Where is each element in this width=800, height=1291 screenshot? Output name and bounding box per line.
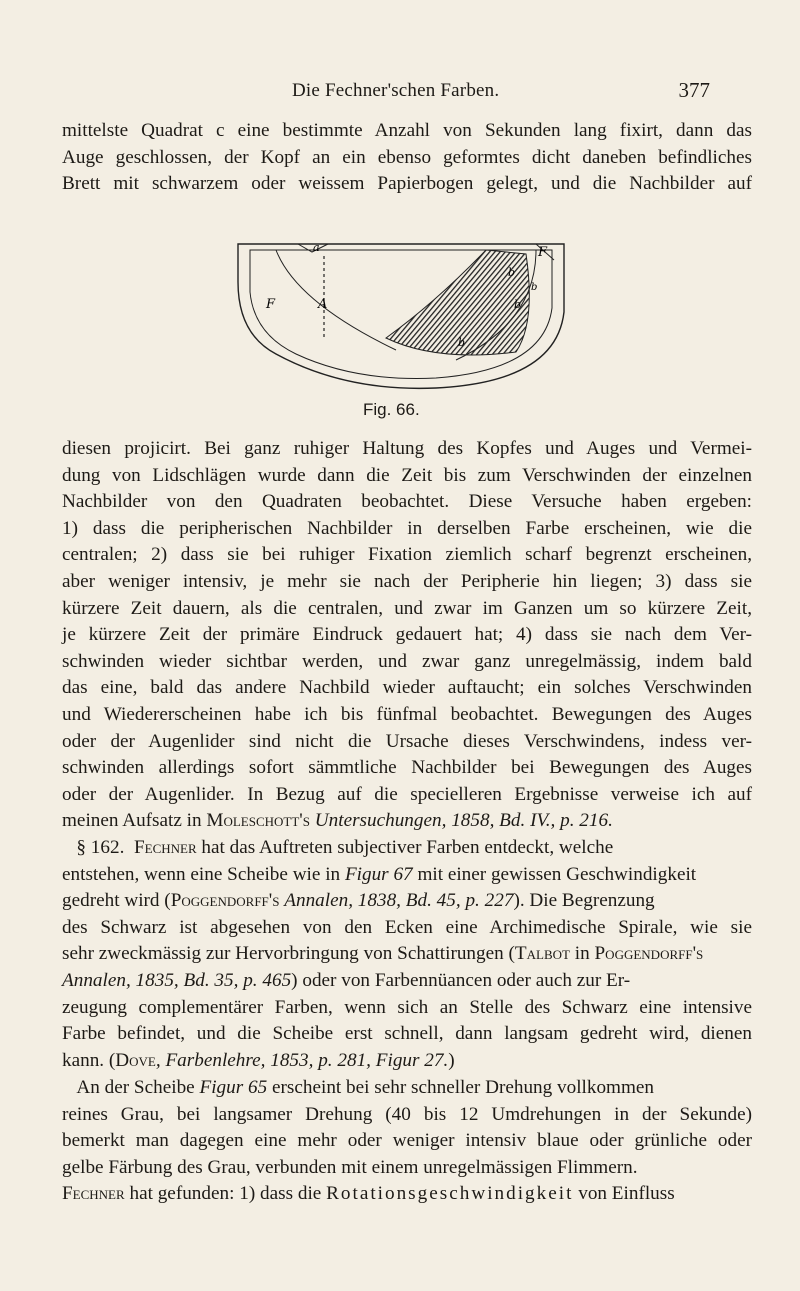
text-span: entstehen, wenn eine Scheibe wie in — [62, 863, 341, 885]
author-name: Poggendorff's — [170, 890, 280, 912]
text-line — [62, 888, 752, 915]
label-a: a — [313, 242, 320, 254]
figure-66 — [236, 242, 566, 392]
text-line: dung von Lidschlägen wurde dann die Zeit bis zum Verschwinden der einzelnen — [62, 464, 752, 486]
text-line: Farbe befindet, und die Scheibe erst schnell, dann langsam gedreht wird, dienen — [62, 1023, 752, 1045]
text-line: aber weniger intensiv, je mehr sie nach der Peripherie hin liegen; 3) dass sie — [62, 570, 752, 592]
label-b-2: b — [531, 282, 538, 293]
figure-caption: Fig. 66. — [363, 400, 420, 419]
author-name: Fechner — [62, 1183, 125, 1205]
figure-reference: Figur 67 — [344, 863, 413, 885]
section-number: § 162. — [76, 837, 125, 858]
text-span: ). Die Begrenzung — [513, 890, 655, 912]
reference: Untersuchungen, 1858, Bd. IV., p. 216. — [314, 810, 613, 832]
text-line: Brett mit schwarzem oder weissem Papierbogen gelegt, und die Nachbilder auf — [62, 173, 752, 195]
running-header — [0, 80, 800, 104]
author-name: Moleschott's — [206, 810, 310, 832]
text-line: 1) dass die peripherischen Nachbilder in derselben Farbe erscheinen, wie die — [62, 517, 752, 539]
text-line — [62, 1075, 752, 1102]
text-span: ) oder von Farbennüancen oder auch zur Er- — [291, 969, 631, 991]
figure-66-drawing — [236, 242, 566, 392]
author-name: Poggendorff's — [594, 943, 704, 965]
text-span: mit einer gewissen Geschwindigkeit — [417, 863, 697, 885]
author-name: Fechner — [133, 837, 197, 858]
text-line: Nachbilder von den Quadraten beobachtet. Diese Versuche haben ergeben: — [62, 491, 752, 513]
text-span: ) — [448, 1049, 455, 1071]
header-title: Die Fechner'schen Farben. — [292, 80, 500, 101]
text-span: hat das Auftreten subjectiver Farben entdeckt, welche — [201, 837, 614, 858]
emphasized-term: Rotationsgeschwindigkeit — [326, 1183, 574, 1205]
text-line: gelbe Färbung des Grau, verbunden mit einem unregelmässigen Flimmern. — [62, 1156, 638, 1178]
text-line: mittelste Quadrat c eine bestimmte Anzahl von Sekunden lang fixirt, dann das — [62, 120, 752, 141]
text-line: oder der Augenlider sind nicht die Ursache dieses Verschwindens, indess ver- — [62, 730, 752, 752]
text-span: von Einfluss — [573, 1183, 675, 1205]
text-line: Auge geschlossen, der Kopf an ein ebenso geformtes dicht daneben befindliches — [62, 146, 752, 168]
text-line: je kürzere Zeit der primäre Eindruck gedauert hat; 4) dass sie nach dem Ver- — [62, 624, 752, 646]
label-b-4: b — [458, 336, 466, 349]
paragraph-2 — [62, 436, 752, 835]
paragraph-4 — [62, 1075, 752, 1208]
reference: Annalen, 1835, Bd. 35, p. 465 — [62, 969, 292, 991]
text-line — [62, 941, 752, 968]
text-line — [62, 968, 752, 995]
text-line — [62, 1048, 752, 1075]
label-b-1: b — [508, 266, 516, 279]
text-line: und Wiedererscheinen habe ich bis fünfmal beobachtet. Bewegungen des Auges — [62, 703, 752, 725]
text-span: gedreht wird ( — [62, 890, 171, 912]
text-line — [62, 1181, 752, 1208]
text-span: erscheint bei sehr schneller Drehung vollkommen — [271, 1077, 655, 1098]
reference: Annalen, 1838, Bd. 45, p. 227 — [284, 890, 514, 912]
text-span: meinen Aufsatz in — [62, 810, 207, 832]
paragraph-1 — [62, 118, 752, 198]
text-line — [62, 835, 752, 862]
text-line: diesen projicirt. Bei ganz ruhiger Haltung des Kopfes und Auges und Vermei- — [62, 438, 752, 459]
text-line: schwinden wieder sichtbar werden, und zwar ganz unregelmässig, indem bald — [62, 650, 752, 672]
text-span: in — [569, 943, 595, 965]
author-name: Dove — [115, 1049, 156, 1071]
text-span: sehr zweckmässig zur Hervorbringung von Schattirungen ( — [62, 943, 515, 965]
text-line: zeugung complementärer Farben, wenn sich an Stelle des Schwarz eine intensive — [62, 996, 752, 1018]
label-A: A — [318, 297, 328, 312]
label-b-3: b — [514, 298, 522, 311]
text-line: das eine, bald das andere Nachbild wieder auftaucht; ein solches Verschwinden — [62, 677, 752, 699]
text-line: kürzere Zeit dauern, als die centralen, und zwar im Ganzen um so kürzere Zeit, — [62, 597, 752, 619]
text-line: schwinden allerdings sofort sämmtliche Nachbilder bei Bewegungen des Auges — [62, 757, 752, 779]
paragraph-3 — [62, 835, 752, 1074]
text-span: kann. ( — [62, 1049, 116, 1071]
figure-reference: Figur 65 — [199, 1077, 268, 1098]
text-line: reines Grau, bei langsamer Drehung (40 bis 12 Umdrehungen in der Sekunde) — [62, 1103, 752, 1125]
label-F-right: F — [538, 245, 548, 260]
text-line: oder der Augenlider. In Bezug auf die specielleren Ergebnisse verweise ich auf — [62, 783, 752, 805]
text-line: centralen; 2) dass sie bei ruhiger Fixation ziemlich scharf begrenzt erscheinen, — [62, 544, 752, 566]
text-span: hat gefunden: 1) dass die — [124, 1183, 327, 1205]
text-line — [62, 862, 752, 889]
text-span: An der Scheibe — [76, 1077, 195, 1098]
text-line — [62, 808, 752, 835]
author-name: Talbot — [514, 943, 570, 965]
text-line: des Schwarz ist abgesehen von den Ecken eine Archimedische Spirale, wie sie — [62, 916, 752, 938]
left-divider — [276, 250, 396, 350]
page-number: 377 — [678, 78, 710, 102]
reference: , Farbenlehre, 1853, p. 281, Figur 27. — [155, 1049, 449, 1071]
text-line: bemerkt man dagegen eine mehr oder weniger intensiv blaue oder grünliche oder — [62, 1130, 752, 1152]
label-F-left: F — [266, 297, 276, 312]
